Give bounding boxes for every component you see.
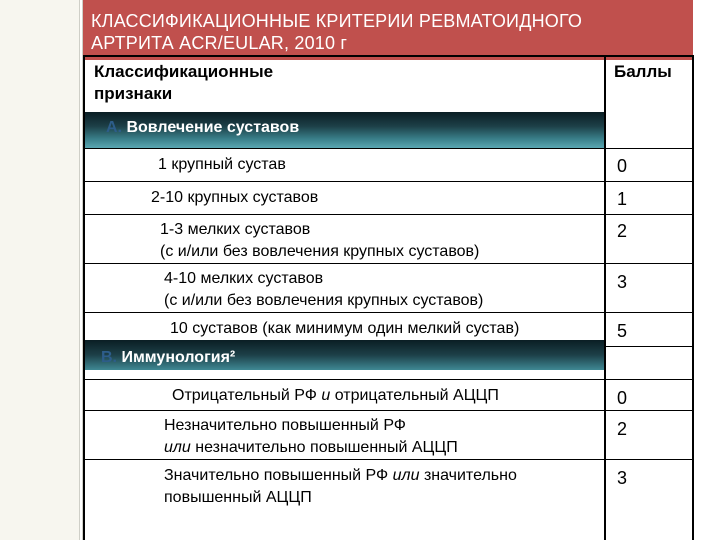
criterion-a4: 4-10 мелких суставов (с и/или без вовлечения крупных суставов) xyxy=(164,270,484,309)
score-a3: 2 xyxy=(617,221,628,241)
criterion-b3 xyxy=(164,465,594,509)
row-divider xyxy=(83,312,693,313)
criterion-b3-part1: Значительно повышенный РФ xyxy=(164,467,389,484)
score-b2: 2 xyxy=(617,419,628,439)
score-a4: 3 xyxy=(617,272,628,292)
section-a-letter: A. xyxy=(106,119,122,136)
score-a1: 0 xyxy=(617,156,628,176)
criterion-b2-part1: Незначительно повышенный РФ xyxy=(164,417,406,434)
row-divider xyxy=(83,214,693,215)
criterion-b1-part1: Отрицательный РФ xyxy=(172,387,317,404)
criterion-b3-conj: или xyxy=(392,467,420,484)
left-divider-line xyxy=(79,0,80,540)
section-a-heading xyxy=(106,117,299,139)
left-margin-strip xyxy=(0,0,79,540)
section-b-heading xyxy=(101,347,235,369)
row-divider xyxy=(83,148,693,149)
row-divider xyxy=(83,181,693,182)
slide-title-line1: КЛАССИФИКАЦИОННЫЕ КРИТЕРИИ РЕВМАТОИДНОГО xyxy=(91,11,583,31)
criterion-b3-part2: значительно xyxy=(423,467,517,484)
header-points: Баллы xyxy=(614,62,672,81)
row-divider xyxy=(83,379,693,380)
criterion-b3-part3: повышенный АЦЦП xyxy=(164,489,312,506)
criterion-a2: 2-10 крупных суставов xyxy=(151,189,319,206)
slide-title xyxy=(91,10,681,54)
table-border-top xyxy=(83,55,693,57)
criterion-a3: 1-3 мелких суставов (с и/или без вовлечения крупных суставов) xyxy=(160,221,480,260)
criterion-b2 xyxy=(164,415,594,459)
row-divider xyxy=(83,459,693,460)
header-criteria: Классификационные признаки xyxy=(94,62,274,103)
criterion-a1: 1 крупный сустав xyxy=(158,156,286,173)
column-divider xyxy=(604,55,606,540)
score-b1: 0 xyxy=(617,388,628,408)
section-b-label: Иммунология² xyxy=(121,349,236,366)
score-a5: 5 xyxy=(617,321,628,341)
slide-title-line2: АРТРИТА ACR/EULAR, 2010 г xyxy=(91,33,348,53)
criterion-b1 xyxy=(172,385,602,407)
score-b3: 3 xyxy=(617,468,628,488)
table-border-right xyxy=(692,55,694,540)
criterion-b1-part2: отрицательный АЦЦП xyxy=(334,387,499,404)
score-a2: 1 xyxy=(617,189,628,209)
criterion-b2-conj: или xyxy=(164,439,191,456)
row-divider xyxy=(83,410,693,411)
criterion-a5: 10 суставов (как минимум один мелкий сустав) xyxy=(170,320,520,337)
criterion-b2-part2: незначительно повышенный АЦЦП xyxy=(195,439,458,456)
criterion-b1-conj: и xyxy=(321,387,331,404)
row-divider xyxy=(83,263,693,264)
section-a-label: Вовлечение суставов xyxy=(126,119,300,136)
section-b-letter: B. xyxy=(101,349,117,366)
